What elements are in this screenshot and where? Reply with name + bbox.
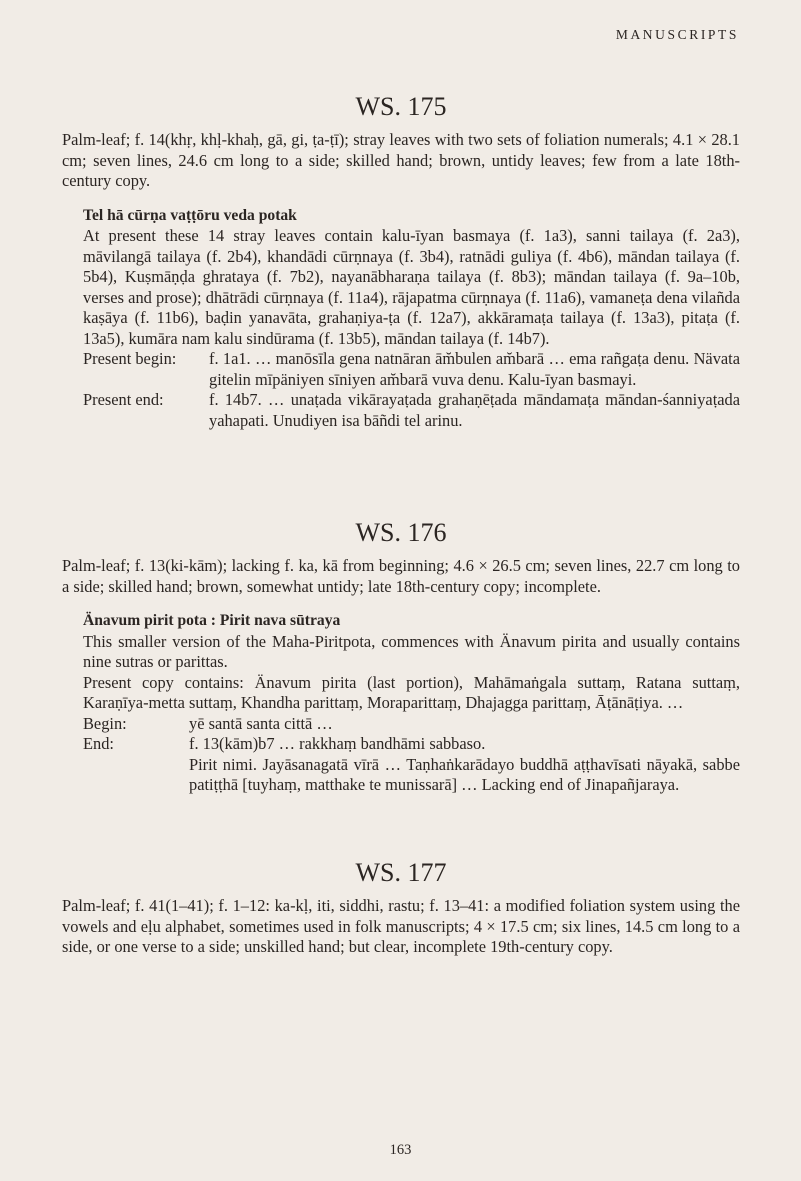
row-label: Present begin: xyxy=(83,349,177,368)
work-block xyxy=(83,206,740,432)
entry-title: WS. 177 xyxy=(355,858,447,887)
entry-description: Palm-leaf; f. 14(khṛ, khḷ-khaḥ, gā, gi, ṭa-ṭī); stray leaves with two sets of foliation numerals; 4.1 × 28.1 cm; seven lines, 24.6 cm long to a side; skilled hand; brown, untidy leaves; few from a late 18th-century copy. xyxy=(62,130,740,190)
row-value: yē santā santa cittā … xyxy=(189,713,333,733)
work-contents-detail: Present copy contains: Änavum pirita (last portion), Mahāmaṅgala suttaṃ, Ratana suttaṃ, Karaṇīya-metta suttaṃ, Khandha parittaṃ, Moraparittaṃ, Dhajagga parittaṃ, Āṭānāṭiya. … xyxy=(83,672,740,712)
row-value: f. 14b7. … unaṭada vikārayaṭada grahaṇēṭada māndamaṭa māndan-śanniyaṭada yahapati. Unudiyen isa bāñdi tel arinu. xyxy=(209,390,740,430)
work-title: Änavum pirit pota : Pirit nava sūtraya xyxy=(83,612,341,629)
entry-title: WS. 175 xyxy=(355,92,447,121)
row-value: f. 1a1. … manōsīla gena natnāran ām̆bulen am̆barā … ema rañgaṭa denu. Nävata gitelin mīpäniyen sīniyen am̆barā vuva denu. Kalu-īyan basmayi. xyxy=(209,349,740,389)
work-block xyxy=(83,611,740,796)
row-label xyxy=(83,755,189,796)
work-contents: This smaller version of the Maha-Piritpota, commences with Änavum pirita and usually contains nine sutras or parittas. xyxy=(83,631,740,671)
entry-ws-175 xyxy=(62,92,740,431)
entry-title: WS. 176 xyxy=(355,518,447,547)
end-continuation-row xyxy=(83,755,740,796)
entry-ws-177 xyxy=(62,858,740,958)
entry-description: Palm-leaf; f. 41(1–41); f. 1–12: ka-kḷ, iti, siddhi, rastu; f. 13–41: a modified foliation system using the vowels and eḷu alphabet, sometimes used in folk manuscripts; 4 × 17.5 cm; six lines, 14.5 cm long to a side, or one verse to a side; unskilled hand; but clear, incomplete 19th-century copy. xyxy=(62,896,740,956)
end-row xyxy=(83,734,740,755)
entry-description: Palm-leaf; f. 13(ki-kām); lacking f. ka, kā from beginning; 4.6 × 26.5 cm; seven lines, 22.7 cm long to a side; skilled hand; brown, somewhat untidy; late 18th-century copy; incomplete. xyxy=(62,556,740,596)
work-contents: At present these 14 stray leaves contain kalu-īyan basmaya (f. 1a3), sanni tailaya (f. 2a3), māvilangā tailaya (f. 2b4), khandādi cūrṇnaya (f. 3b4), ratnādi guliya (f. 4b6), māndan tailaya (f. 5b4), Kuṣmāṇḍa ghrataya (f. 7b2), nayanābharaṇa tailaya (f. 8b3); māndan tailaya (f. 9a–10b, verses and prose); dhātrādi cūrṇnaya (f. 11a4), rājapatma cūrṇnaya (f. 11a6), vamaneṭa dena vilañda kaṣāya (f. 11b6), baḍin yanavāta, grahaṇiya-ṭa (f. 12a7), akkāramaṭa tailaya (f. 13a3), pitaṭa (f. 13a5), kumāra nam kalu sindūrama (f. 13b5), māndan tailaya (f. 14b7). xyxy=(83,226,740,348)
work-title: Tel hā cūrṇa vaṭṭōru veda potak xyxy=(83,206,297,224)
row-value: Pirit nimi. Jayāsanagatā vīrā … Taṇhaṅkarādayo buddhā aṭṭhavīsati nāyakā, sabbe patiṭṭhā [tuyhaṃ, matthake te munissarā] … Lacking end of Jinapañjaraya. xyxy=(189,754,740,794)
entry-ws-176 xyxy=(62,518,740,796)
row-label: Present end: xyxy=(83,390,164,409)
row-value: f. 13(kām)b7 … rakkhaṃ bandhāmi sabbaso. xyxy=(189,734,486,753)
row-label: End: xyxy=(83,734,114,753)
running-head: MANUSCRIPTS xyxy=(615,27,739,42)
begin-row xyxy=(83,714,740,735)
page-number: 163 xyxy=(389,1142,412,1158)
row-label: Begin: xyxy=(83,713,127,733)
present-end-row xyxy=(83,390,740,431)
present-begin-row xyxy=(83,349,740,390)
